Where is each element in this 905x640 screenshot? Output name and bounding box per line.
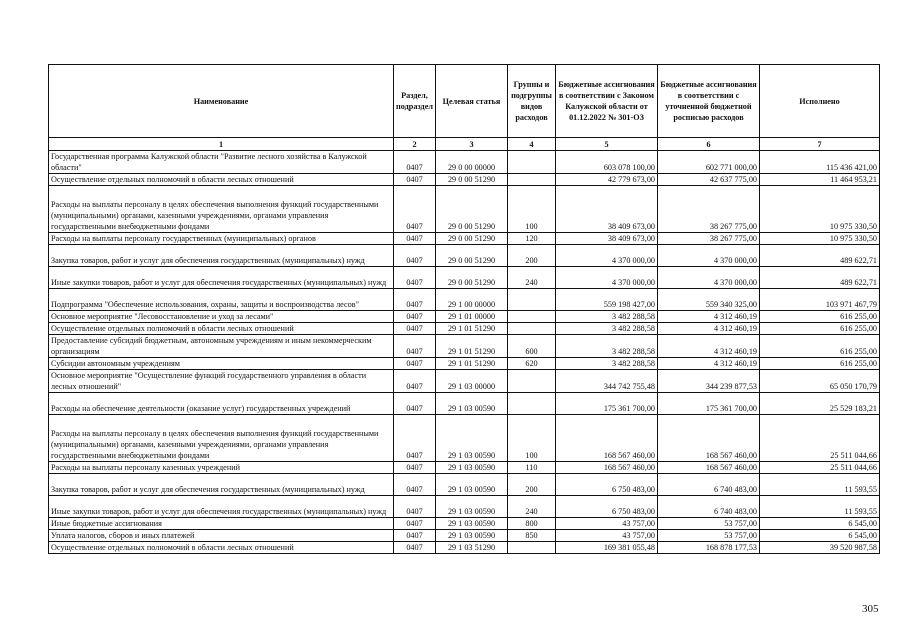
- row-executed: 65 050 170,79: [760, 370, 880, 393]
- row-section: 0407: [394, 462, 436, 474]
- table-row: [49, 311, 880, 323]
- row-section: 0407: [394, 530, 436, 542]
- row-article: 29 1 01 00000: [436, 311, 508, 323]
- column-number: 7: [760, 138, 880, 151]
- row-section: 0407: [394, 542, 436, 554]
- row-law-allocation: 168 567 460,00: [556, 462, 658, 474]
- row-group: [508, 289, 556, 311]
- table-row: [49, 233, 880, 245]
- row-name: Подпрограмма "Обеспечение использования, охраны, защиты и воспроизводства лесов": [49, 289, 394, 311]
- row-group: 240: [508, 267, 556, 289]
- row-law-allocation: 42 779 673,00: [556, 174, 658, 186]
- row-refined-allocation: 559 340 325,00: [658, 289, 760, 311]
- row-group: [508, 542, 556, 554]
- row-group: 100: [508, 186, 556, 233]
- row-name: Субсидии автономным учреждениям: [49, 358, 394, 370]
- row-name: Иные закупки товаров, работ и услуг для обеспечения государственных (муниципальных) нужд: [49, 267, 394, 289]
- row-group: [508, 174, 556, 186]
- row-article: 29 0 00 51290: [436, 267, 508, 289]
- row-name: Осуществление отдельных полномочий в области лесных отношений: [49, 174, 394, 186]
- row-law-allocation: 3 482 288,58: [556, 335, 658, 358]
- row-executed: 6 545,00: [760, 518, 880, 530]
- row-law-allocation: 175 361 700,00: [556, 393, 658, 415]
- column-number: 5: [556, 138, 658, 151]
- row-group: 200: [508, 245, 556, 267]
- row-executed: 25 511 044,66: [760, 415, 880, 462]
- row-article: 29 0 00 51290: [436, 245, 508, 267]
- table-row: [49, 393, 880, 415]
- table-row: [49, 174, 880, 186]
- row-name: Уплата налогов, сборов и иных платежей: [49, 530, 394, 542]
- row-group: [508, 323, 556, 335]
- row-executed: 25 511 044,66: [760, 462, 880, 474]
- row-article: 29 1 03 00590: [436, 474, 508, 496]
- table-row: [49, 542, 880, 554]
- row-refined-allocation: 38 267 775,00: [658, 233, 760, 245]
- header-row: [49, 65, 880, 138]
- table-body: [49, 151, 880, 554]
- row-group: 850: [508, 530, 556, 542]
- row-executed: 103 971 467,79: [760, 289, 880, 311]
- row-law-allocation: 38 409 673,00: [556, 186, 658, 233]
- row-group: 100: [508, 415, 556, 462]
- row-section: 0407: [394, 245, 436, 267]
- row-section: 0407: [394, 289, 436, 311]
- header-group: Группы и подгруппы видов расходов: [508, 65, 556, 138]
- row-article: 29 1 03 00590: [436, 530, 508, 542]
- row-group: [508, 393, 556, 415]
- table-row: [49, 245, 880, 267]
- row-refined-allocation: 175 361 700,00: [658, 393, 760, 415]
- column-number: 3: [436, 138, 508, 151]
- row-name: Закупка товаров, работ и услуг для обеспечения государственных (муниципальных) нужд: [49, 474, 394, 496]
- row-refined-allocation: 4 370 000,00: [658, 245, 760, 267]
- row-executed: 616 255,00: [760, 323, 880, 335]
- header-executed: Исполнено: [760, 65, 880, 138]
- row-section: 0407: [394, 186, 436, 233]
- row-refined-allocation: 168 878 177,53: [658, 542, 760, 554]
- table-row: [49, 358, 880, 370]
- header-article: Целевая статья: [436, 65, 508, 138]
- table-row: [49, 151, 880, 174]
- table-row: [49, 370, 880, 393]
- row-group: 600: [508, 335, 556, 358]
- row-name: Осуществление отдельных полномочий в области лесных отношений: [49, 323, 394, 335]
- row-refined-allocation: 38 267 775,00: [658, 186, 760, 233]
- row-section: 0407: [394, 393, 436, 415]
- row-article: 29 1 03 51290: [436, 542, 508, 554]
- row-refined-allocation: 6 740 483,00: [658, 474, 760, 496]
- row-refined-allocation: 42 637 775,00: [658, 174, 760, 186]
- row-name: Расходы на выплаты персоналу казенных учреждений: [49, 462, 394, 474]
- row-group: 620: [508, 358, 556, 370]
- row-executed: 616 255,00: [760, 335, 880, 358]
- row-article: 29 1 00 00000: [436, 289, 508, 311]
- table-row: [49, 474, 880, 496]
- row-article: 29 1 01 51290: [436, 358, 508, 370]
- row-section: 0407: [394, 174, 436, 186]
- row-refined-allocation: 4 370 000,00: [658, 267, 760, 289]
- row-executed: 616 255,00: [760, 311, 880, 323]
- column-number: 6: [658, 138, 760, 151]
- row-name: Расходы на обеспечение деятельности (оказание услуг) государственных учреждений: [49, 393, 394, 415]
- row-section: 0407: [394, 233, 436, 245]
- row-name: Расходы на выплаты персоналу в целях обеспечения выполнения функций государственными (муниципальными) органами, казенными учреждениями, органами управления государственными внебюджетными фондами: [49, 186, 394, 233]
- row-article: 29 1 03 00590: [436, 462, 508, 474]
- row-name: Расходы на выплаты персоналу в целях обеспечения выполнения функций государственными (муниципальными) органами, казенными учреждениями, органами управления государственными внебюджетными фондами: [49, 415, 394, 462]
- row-executed: 489 622,71: [760, 245, 880, 267]
- row-executed: 39 520 987,58: [760, 542, 880, 554]
- row-executed: 10 975 330,50: [760, 233, 880, 245]
- table-row: [49, 267, 880, 289]
- row-name: Предоставление субсидий бюджетным, автономным учреждениям и иным некоммерческим организациям: [49, 335, 394, 358]
- row-executed: 616 255,00: [760, 358, 880, 370]
- table-row: [49, 415, 880, 462]
- table-row: [49, 496, 880, 518]
- row-section: 0407: [394, 323, 436, 335]
- row-law-allocation: 3 482 288,58: [556, 358, 658, 370]
- row-law-allocation: 603 078 100,00: [556, 151, 658, 174]
- row-executed: 10 975 330,50: [760, 186, 880, 233]
- row-group: 800: [508, 518, 556, 530]
- row-executed: 11 593,55: [760, 496, 880, 518]
- row-law-allocation: 3 482 288,58: [556, 311, 658, 323]
- row-name: Основное мероприятие "Осуществление функций государственного управления в области лесных отношений": [49, 370, 394, 393]
- row-article: 29 1 03 00590: [436, 496, 508, 518]
- row-name: Основное мероприятие "Лесовосстановление и уход за лесами": [49, 311, 394, 323]
- row-group: [508, 311, 556, 323]
- row-group: 200: [508, 474, 556, 496]
- row-executed: 11 464 953,21: [760, 174, 880, 186]
- row-law-allocation: 3 482 288,58: [556, 323, 658, 335]
- row-refined-allocation: 4 312 460,19: [658, 335, 760, 358]
- row-section: 0407: [394, 311, 436, 323]
- row-section: 0407: [394, 370, 436, 393]
- row-refined-allocation: 53 757,00: [658, 530, 760, 542]
- row-refined-allocation: 344 239 877,53: [658, 370, 760, 393]
- row-group: 110: [508, 462, 556, 474]
- row-law-allocation: 169 381 055,48: [556, 542, 658, 554]
- row-refined-allocation: 168 567 460,00: [658, 462, 760, 474]
- row-article: 29 1 03 00590: [436, 415, 508, 462]
- row-section: 0407: [394, 358, 436, 370]
- row-section: 0407: [394, 267, 436, 289]
- row-group: [508, 370, 556, 393]
- table-row: [49, 323, 880, 335]
- column-number: 4: [508, 138, 556, 151]
- row-executed: 489 622,71: [760, 267, 880, 289]
- row-section: 0407: [394, 151, 436, 174]
- row-law-allocation: 38 409 673,00: [556, 233, 658, 245]
- table-row: [49, 530, 880, 542]
- table-row: [49, 289, 880, 311]
- row-refined-allocation: 4 312 460,19: [658, 323, 760, 335]
- row-name: Государственная программа Калужской области "Развитие лесного хозяйства в Калужской области": [49, 151, 394, 174]
- row-article: 29 1 03 00590: [436, 393, 508, 415]
- row-name: Иные бюджетные ассигнования: [49, 518, 394, 530]
- row-article: 29 0 00 51290: [436, 174, 508, 186]
- row-section: 0407: [394, 518, 436, 530]
- row-section: 0407: [394, 474, 436, 496]
- row-executed: 115 436 421,00: [760, 151, 880, 174]
- row-name: Закупка товаров, работ и услуг для обеспечения государственных (муниципальных) нужд: [49, 245, 394, 267]
- budget-execution-table: [48, 64, 880, 554]
- row-law-allocation: 6 750 483,00: [556, 474, 658, 496]
- row-law-allocation: 559 198 427,00: [556, 289, 658, 311]
- row-law-allocation: 6 750 483,00: [556, 496, 658, 518]
- header-section: Раздел, подраздел: [394, 65, 436, 138]
- row-law-allocation: 344 742 755,48: [556, 370, 658, 393]
- column-number: 2: [394, 138, 436, 151]
- header-name: Наименование: [49, 65, 394, 138]
- row-group: [508, 151, 556, 174]
- page-number: 305: [862, 603, 879, 615]
- row-section: 0407: [394, 496, 436, 518]
- row-name: Осуществление отдельных полномочий в области лесных отношений: [49, 542, 394, 554]
- row-group: 120: [508, 233, 556, 245]
- row-law-allocation: 43 757,00: [556, 530, 658, 542]
- row-name: Расходы на выплаты персоналу государственных (муниципальных) органов: [49, 233, 394, 245]
- row-executed: 11 593,55: [760, 474, 880, 496]
- row-article: 29 1 03 00590: [436, 518, 508, 530]
- column-number-row: [49, 138, 880, 151]
- row-group: 240: [508, 496, 556, 518]
- row-article: 29 1 03 00000: [436, 370, 508, 393]
- row-law-allocation: 4 370 000,00: [556, 267, 658, 289]
- row-refined-allocation: 4 312 460,19: [658, 311, 760, 323]
- row-executed: 6 545,00: [760, 530, 880, 542]
- row-refined-allocation: 168 567 460,00: [658, 415, 760, 462]
- table-row: [49, 335, 880, 358]
- row-refined-allocation: 602 771 000,00: [658, 151, 760, 174]
- row-article: 29 0 00 51290: [436, 233, 508, 245]
- row-article: 29 0 00 51290: [436, 186, 508, 233]
- row-section: 0407: [394, 415, 436, 462]
- table-row: [49, 462, 880, 474]
- row-article: 29 1 01 51290: [436, 323, 508, 335]
- row-executed: 25 529 183,21: [760, 393, 880, 415]
- table-row: [49, 186, 880, 233]
- row-article: 29 1 01 51290: [436, 335, 508, 358]
- row-article: 29 0 00 00000: [436, 151, 508, 174]
- column-number: 1: [49, 138, 394, 151]
- header-law-allocation: Бюджетные ассигнования в соответствии с Законом Калужской области от 01.12.2022 № 301-ОЗ: [556, 65, 658, 138]
- row-law-allocation: 168 567 460,00: [556, 415, 658, 462]
- table-row: [49, 518, 880, 530]
- row-refined-allocation: 4 312 460,19: [658, 358, 760, 370]
- row-law-allocation: 4 370 000,00: [556, 245, 658, 267]
- row-law-allocation: 43 757,00: [556, 518, 658, 530]
- row-refined-allocation: 6 740 483,00: [658, 496, 760, 518]
- row-name: Иные закупки товаров, работ и услуг для обеспечения государственных (муниципальных) нужд: [49, 496, 394, 518]
- header-refined-allocation: Бюджетные ассигнования в соответствии с уточненной бюджетной росписью расходов: [658, 65, 760, 138]
- row-section: 0407: [394, 335, 436, 358]
- row-refined-allocation: 53 757,00: [658, 518, 760, 530]
